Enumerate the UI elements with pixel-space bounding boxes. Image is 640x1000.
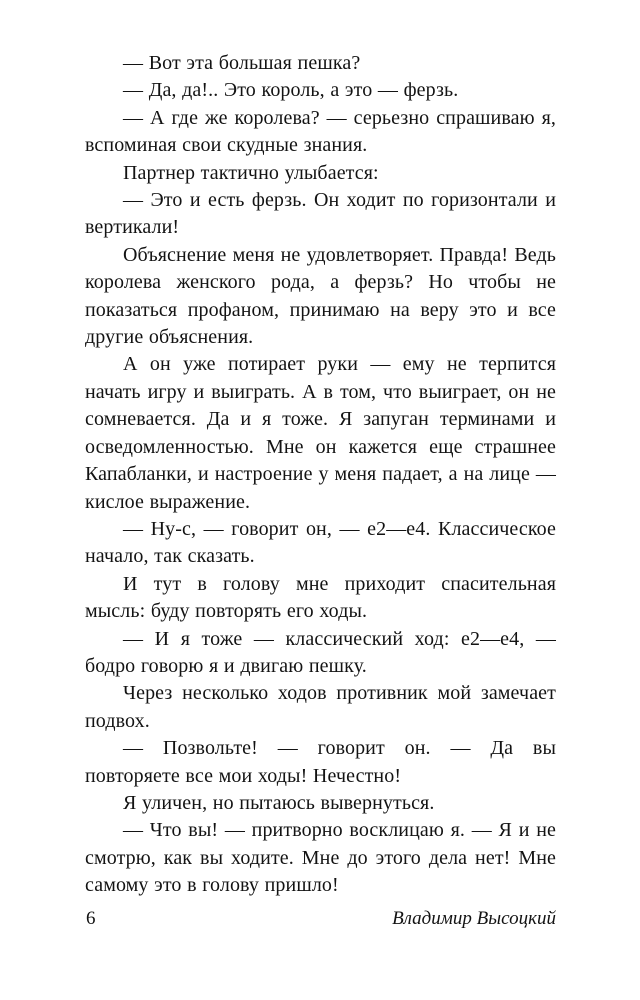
author-name: Владимир Высоцкий bbox=[392, 908, 556, 929]
paragraph: Через несколько ходов противник мой замечает подвох. bbox=[85, 682, 556, 732]
paragraph: — Да, да!.. Это король, а это — ферзь. bbox=[123, 79, 459, 102]
paragraph: А он уже потирает руки — ему не терпится начать игру и выиграть. А в том, что выиграет, он не сомневается. Да и я тоже. Я запуган терминами и осведомленностью. Мне он кажется еще страшнее Капабланки, и настроение у меня падает, а на лице — кислое выражение. bbox=[85, 353, 556, 513]
paragraph: И тут в голову мне приходит спасительная мысль: буду повторять его ходы. bbox=[85, 572, 556, 623]
page-number: 6 bbox=[86, 908, 96, 929]
paragraph: — И я тоже — классический ход: е2—е4, — бодро говорю я и двигаю пешку. bbox=[85, 627, 556, 677]
paragraph: Я уличен, но пытаюсь вывернуться. bbox=[123, 791, 435, 814]
paragraph: Объяснение меня не удовлетворяет. Правда! Ведь королева женского рода, а ферзь? Но чтобы не показаться профаном, принимаю на веру это и все другие объяснения. bbox=[85, 243, 556, 349]
page-footer bbox=[86, 908, 556, 930]
paragraph: — Вот эта большая пешка? bbox=[123, 52, 361, 74]
paragraph: — Это и есть ферзь. Он ходит по горизонтали и вертикали! bbox=[85, 189, 556, 239]
paragraph: — А где же королева? — серьезно спрашиваю я, вспоминая свои скудные знания. bbox=[85, 106, 556, 157]
paragraph: — Ну-с, — говорит он, — е2—е4. Классическое начало, так сказать. bbox=[85, 517, 556, 568]
body-text bbox=[85, 50, 556, 900]
paragraph: — Позвольте! — говорит он. — Да вы повторяете все мои ходы! Нечестно! bbox=[85, 737, 556, 787]
paragraph: — Что вы! — притворно восклицаю я. — Я и не смотрю, как вы ходите. Мне до этого дела нет! Мне самому это в голову пришло! bbox=[85, 819, 556, 897]
paragraph: Партнер тактично улыбается: bbox=[123, 161, 379, 184]
